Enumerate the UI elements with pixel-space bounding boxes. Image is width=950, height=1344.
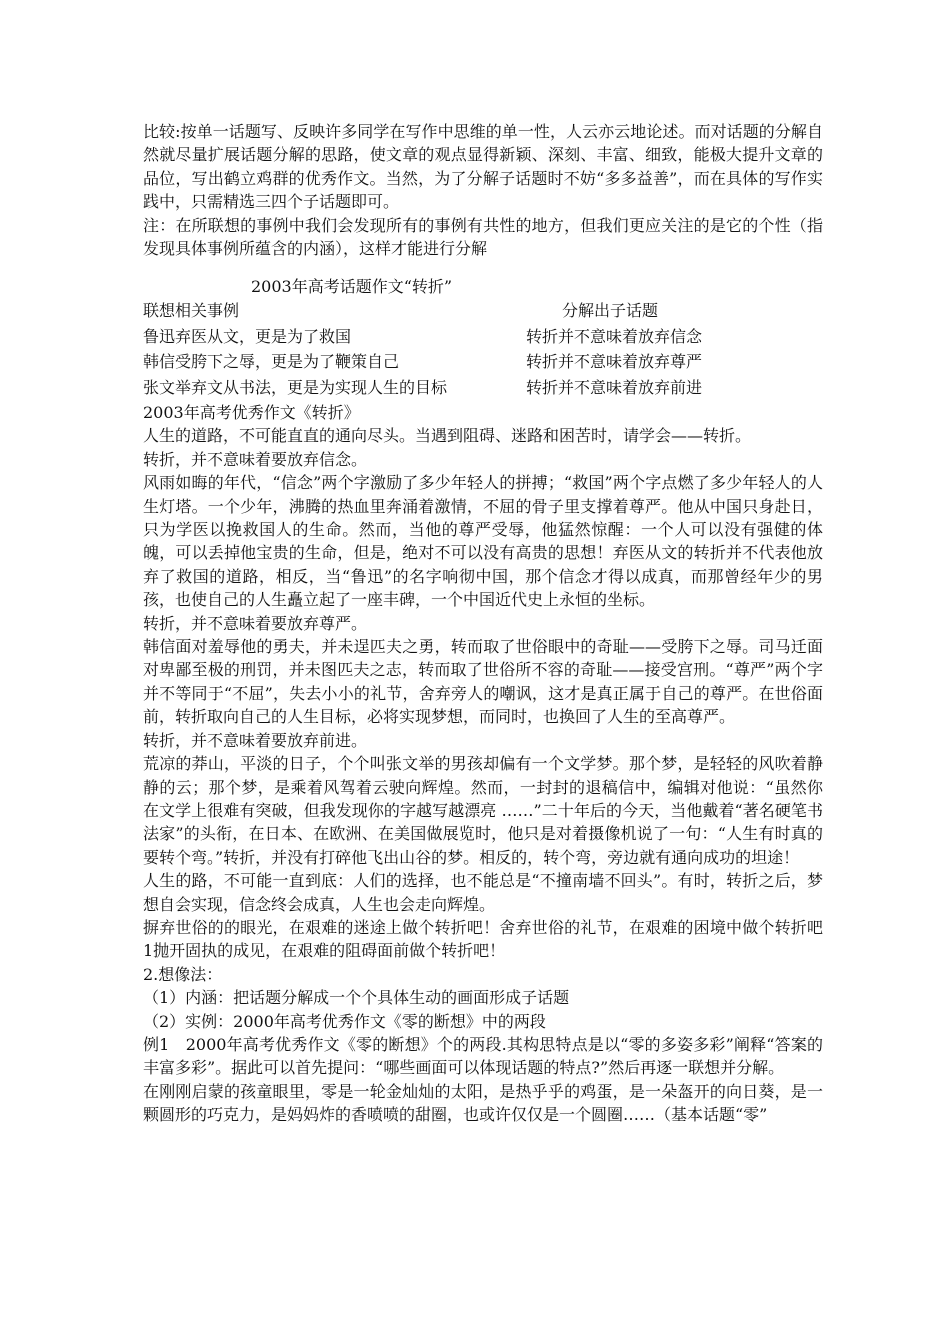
essay-paragraph: 韩信面对羞辱他的勇夫，并未逞匹夫之勇，转而取了世俗眼中的奇耻——受胯下之辱。司马迁面对卑鄙至极的刑罚，并未图匹夫之志，转而取了世俗所不容的奇耻——接受宫刑。“尊严”两个字并不等同于“不屈”，失去小小的礼节，舍弃旁人的嘲讽，这才是真正属于自己的尊严。在世俗面前，转折取向自己的人生目标，必将实现梦想，而同时，也换回了人生的至高尊严。 (143, 637, 823, 727)
essay-paragraph: 转折，并不意味着要放弃尊严。 (143, 613, 368, 633)
note-paragraph: 注：在所联想的事例中我们会发现所有的事例有共性的地方，但我们更应关注的是它的个性（指发现具体事例所蕴含的内涵），这样才能进行分解 (143, 215, 823, 259)
table-title: 2003年高考话题作文“转折” (251, 277, 453, 296)
table-row (143, 375, 823, 401)
essay-paragraph: 转折，并不意味着要放弃前进。 (143, 730, 368, 750)
row-subtopic: 转折并不意味着放弃尊严 (526, 352, 703, 372)
table-header-row (143, 298, 823, 324)
essay-section (143, 401, 823, 1127)
topic-table (143, 275, 823, 400)
method-item: （2）实例：2000年高考优秀作文《零的断想》中的两段 (143, 1011, 546, 1031)
header-subtopics: 分解出子话题 (562, 301, 659, 321)
row-event: 张文举弃文从书法，更是为实现人生的目标 (143, 377, 448, 397)
essay-paragraph: 荒凉的莽山，平淡的日子，个个叫张文举的男孩却偏有一个文学梦。那个梦，是轻轻的风吹着静静的云；那个梦，是乘着风驾着云驶向辉煌。然而，一封封的退稿信中，编辑对他说：“虽然你在文学上很难有突破，但我发现你的字越写越漂亮 ……”二十年后的今天，当他戴着“著名硬笔书法家”的头衔，在日本、在欧洲、在美国做展览时，他只是对着摄像机说了一句：“人生有时真的要转个弯。”转折，并没有打碎他飞出山谷的梦。相反的，转个弯，旁边就有通向成功的坦途！ (143, 754, 823, 867)
row-subtopic: 转折并不意味着放弃前进 (526, 377, 703, 397)
intro-section (143, 120, 823, 260)
header-events: 联想相关事例 (143, 301, 240, 321)
row-event: 鲁迅弃医从文，更是为了救国 (143, 326, 352, 346)
essay-title: 2003年高考优秀作文《转折》 (143, 403, 360, 422)
essay-paragraph: 人生的道路，不可能直直的通向尽头。当遇到阻碍、迷路和困苦时，请学会——转折。 (143, 426, 752, 446)
row-subtopic: 转折并不意味着放弃信念 (526, 326, 703, 346)
essay-paragraph: 风雨如晦的年代，“信念”两个字激励了多少年轻人的拼搏；“救国”两个字点燃了多少年轻人的人生灯塔。一个少年，沸腾的热血里奔涌着激情，不屈的骨子里支撑着尊严。他从中国只身赴日，只为学医以挽救国人的生命。然而，当他的尊严受辱，他猛然惊醒：一个人可以没有强健的体魄，可以丢掉他宝贵的生命，但是，绝对不可以没有高贵的思想！弃医从文的转折并不代表他放弃了救国的道路，相反，当“鲁迅”的名字响彻中国，那个信念才得以成真，而那曾经年少的男孩，也使自己的人生矗立起了一座丰碑，一个中国近代史上永恒的坐标。 (143, 473, 823, 610)
essay-paragraph: 人生的路，不可能一直到底：人们的选择，也不能总是“不撞南墙不回头”。有时，转折之后，梦想自会实现，信念终会成真，人生也会走向辉煌。 (143, 871, 823, 914)
example-paragraph: 例1 2000年高考优秀作文《零的断想》个的两段.其构思特点是以“零的多姿多彩”阐释“答案的丰富多彩”。据此可以首先提问：“哪些画面可以体现话题的特点?”然后再逐一联想并分解。 (143, 1034, 823, 1078)
essay-paragraph: 转折，并不意味着要放弃信念。 (143, 449, 368, 469)
table-row (143, 324, 823, 350)
method-heading: 2.想像法： (143, 964, 223, 984)
method-item: （1）内涵：把话题分解成一个个具体生动的画面形成子话题 (143, 988, 570, 1008)
row-event: 韩信受胯下之辱，更是为了鞭策自己 (143, 352, 400, 372)
essay-paragraph: 摒弃世俗的的眼光，在艰难的迷途上做个转折吧！舍弃世俗的礼节，在艰难的困境中做个转折吧1抛开固执的成见，在艰难的阻碍面前做个转折吧！ (143, 917, 823, 961)
last-paragraph: 在刚刚启蒙的孩童眼里，零是一轮金灿灿的太阳，是热乎乎的鸡蛋，是一朵盔开的向日葵，是一颗圆形的巧克力，是妈妈炸的香喷喷的甜圈，也或许仅仅是一个圆圈……（基本话题“零” (143, 1081, 823, 1125)
compare-paragraph: 比较:按单一话题写、反映许多同学在写作中思维的单一性，人云亦云地论述。而对话题的分解自然就尽量扩展话题分解的思路，使文章的观点显得新颖、深刻、丰富、细致，能极大提升文章的品位，写出鹤立鸡群的优秀作文。当然，为了分解子话题时不妨“多多益善”，而在具体的写作实践中，只需精选三四个子话题即可。 (143, 122, 823, 212)
table-row (143, 349, 823, 375)
